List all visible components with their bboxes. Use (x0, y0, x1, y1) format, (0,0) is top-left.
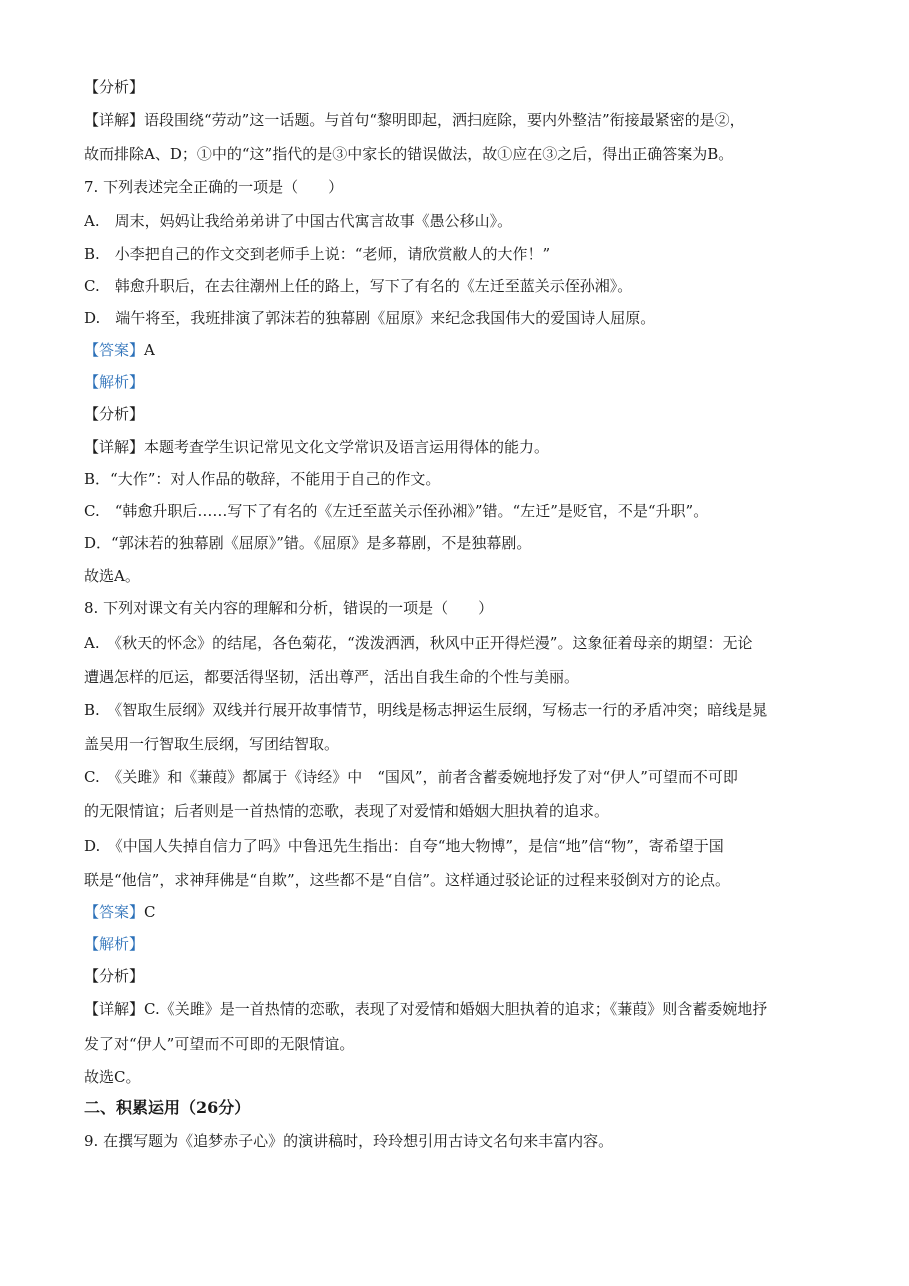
answer-line (84, 340, 829, 360)
option-d-cont: 联是“他信”，求神拜佛是“自欺”，这些都不是“自信”。这样通过驳论证的过程来驳倒对方的论点。 (84, 871, 731, 889)
option-a: A. 《秋天的怀念》的结尾，各色菊花，“泼泼洒洒，秋风中正开得烂漫”。这象征着母亲的期望：无论 (84, 634, 753, 652)
option-d: D. 《中国人失掉自信力了吗》中鲁迅先生指出：自夸“地大物博”，是信“地”信“物”，寄希望于国 (84, 837, 724, 855)
question-8: 8. 下列对课文有关内容的理解和分析，错误的一项是（ ） (84, 599, 494, 617)
answer-line (84, 902, 829, 922)
option-b: B. 《智取生辰纲》双线并行展开故事情节，明线是杨志押运生辰纲，写杨志一行的矛盾冲突；暗线是晁 (84, 701, 768, 719)
answer-label: 【答案】 (84, 341, 145, 359)
text-line: 【分析】 (84, 78, 145, 96)
text-line: 故选A。 (84, 567, 140, 585)
option-b: B. 小李把自己的作文交到老师手上说：“老师，请欣赏敝人的大作！” (84, 245, 551, 263)
section-heading: 二、积累运用（26分） (84, 1098, 251, 1117)
option-c: C. 韩愈升职后，在去往潮州上任的路上，写下了有名的《左迁至蓝关示侄孙湘》。 (84, 277, 633, 295)
text-line: 故选C。 (84, 1068, 141, 1086)
text-line: 【详解】语段围绕“劳动”这一话题。与首句“黎明即起，洒扫庭除，要内外整洁”衔接最紧密的是②， (84, 111, 745, 129)
text-line: B．“大作”：对人作品的敬辞，不能用于自己的作文。 (84, 470, 441, 488)
answer-label: 【答案】 (84, 903, 145, 921)
question-7: 7. 下列表述完全正确的一项是（ ） (84, 178, 344, 196)
option-b-cont: 盖吴用一行智取生辰纲，写团结智取。 (84, 735, 340, 753)
text-line: 发了对“伊人”可望而不可即的无限情谊。 (84, 1035, 355, 1053)
text-line: C. “韩愈升职后……写下了有名的《左迁至蓝关示侄孙湘》”错。“左迁”是贬官，不是“升职”。 (84, 502, 709, 520)
text-line: 【详解】本题考查学生识记常见文化文学常识及语言运用得体的能力。 (84, 438, 550, 456)
option-d: D. 端午将至，我班排演了郭沫若的独幕剧《屈原》来纪念我国伟大的爱国诗人屈原。 (84, 309, 656, 327)
text-line: D．“郭沫若的独幕剧《屈原》”错。《屈原》是多幕剧，不是独幕剧。 (84, 534, 532, 552)
analysis-label: 【分析】 (84, 405, 145, 423)
option-c: C. 《关雎》和《蒹葭》都属于《诗经》中 “国风”，前者含蓄委婉地抒发了对“伊人”可望而不可即 (84, 768, 738, 786)
analysis-label: 【分析】 (84, 967, 145, 985)
option-a: A. 周末，妈妈让我给弟弟讲了中国古代寓言故事《愚公移山》。 (84, 212, 513, 230)
answer-value: A (144, 341, 155, 359)
option-a-cont: 遭遇怎样的厄运，都要活得坚韧，活出尊严，活出自我生命的个性与美丽。 (84, 668, 580, 686)
text-line: 故而排除A、D；①中的“这”指代的是③中家长的错误做法，故①应在③之后，得出正确答案为B。 (84, 145, 734, 163)
option-c-cont: 的无限情谊；后者则是一首热情的恋歌，表现了对爱情和婚姻大胆执着的追求。 (84, 802, 610, 820)
text-line: 【详解】C.《关雎》是一首热情的恋歌，表现了对爱情和婚姻大胆执着的追求；《蒹葭》则含蓄委婉地抒 (84, 1000, 768, 1018)
question-9: 9. 在撰写题为《追梦赤子心》的演讲稿时，玲玲想引用古诗文名句来丰富内容。 (84, 1132, 614, 1150)
answer-value: C (144, 903, 156, 921)
explain-label: 【解析】 (84, 935, 145, 953)
explain-label: 【解析】 (84, 373, 145, 391)
